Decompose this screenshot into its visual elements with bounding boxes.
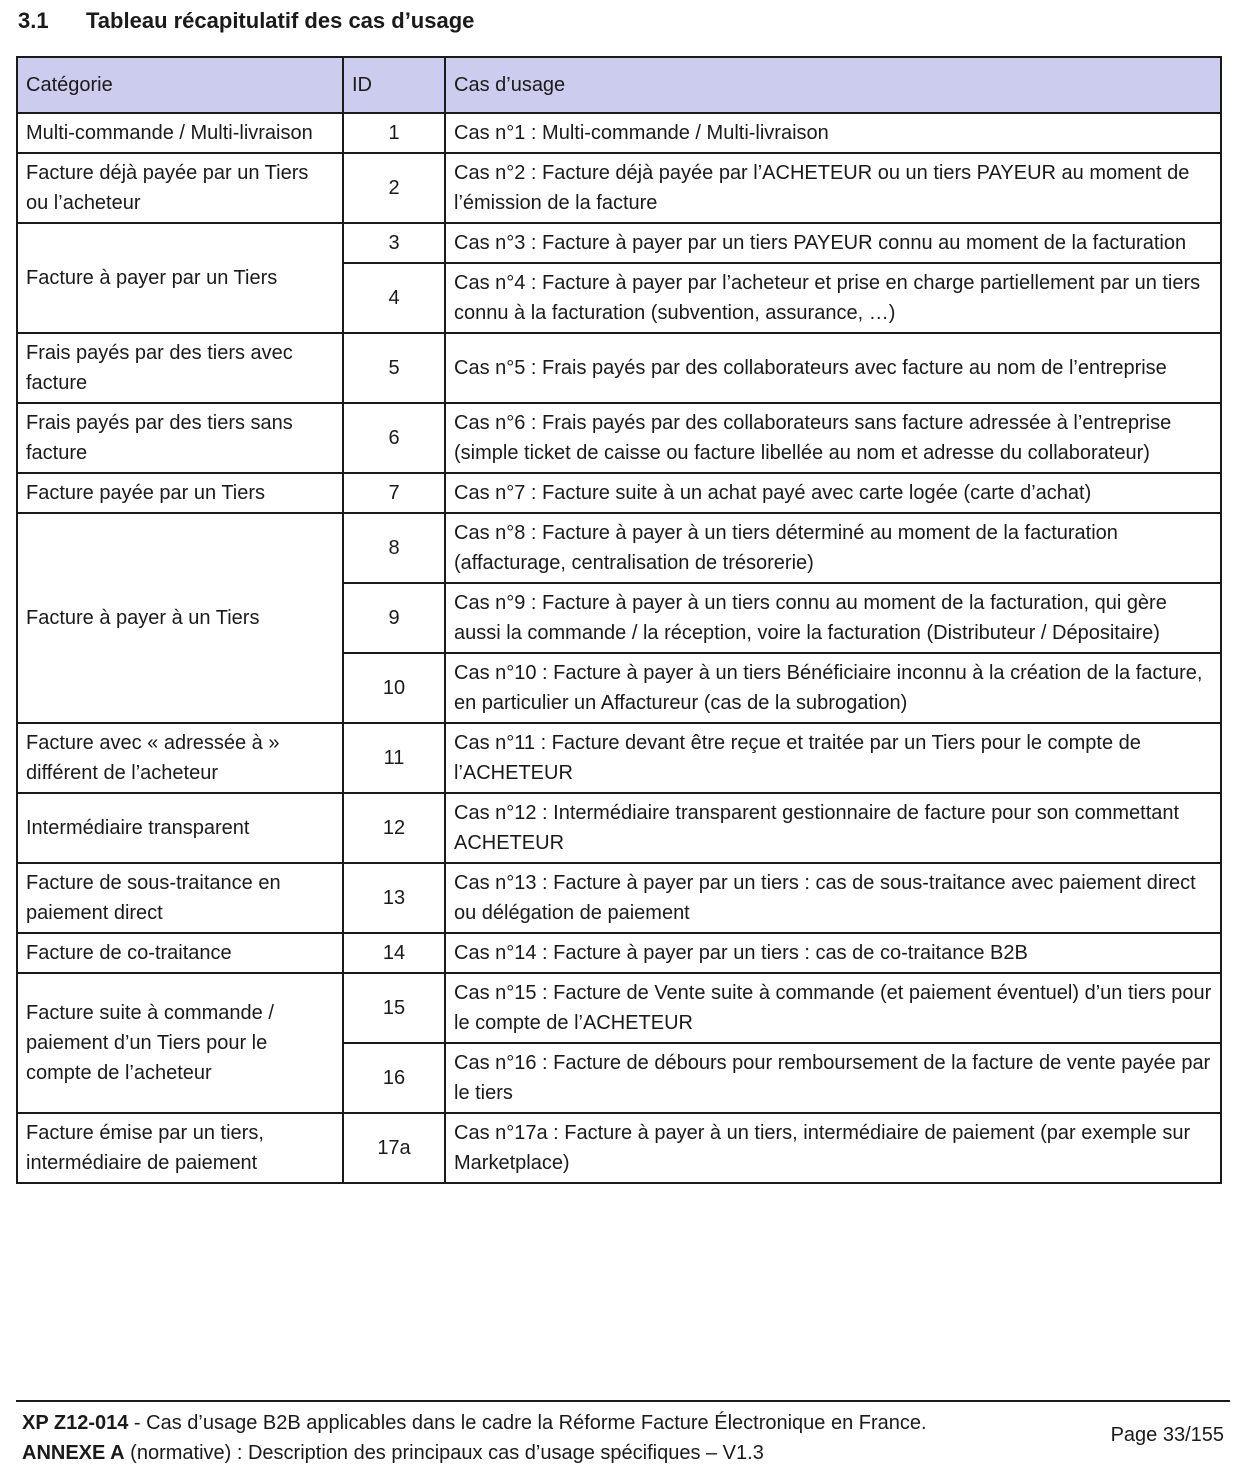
- category-cell: Facture à payer à un Tiers: [17, 513, 343, 723]
- table-row: [17, 403, 1221, 473]
- use-case-cell: Cas n°1 : Multi-commande / Multi-livraison: [445, 113, 1221, 153]
- use-case-cell: Cas n°2 : Facture déjà payée par l’ACHETEUR ou un tiers PAYEUR au moment de l’émission de la facture: [445, 153, 1221, 223]
- table-row: [17, 333, 1221, 403]
- table-row: [17, 1113, 1221, 1183]
- header-id: ID: [343, 57, 445, 113]
- use-case-cell: Cas n°9 : Facture à payer à un tiers connu au moment de la facturation, qui gère aussi la commande / la réception, voire la facturation (Distributeur / Dépositaire): [445, 583, 1221, 653]
- annex-label: ANNEXE A: [22, 1442, 125, 1464]
- category-cell: Facture de co-traitance: [17, 933, 343, 973]
- standard-ref: XP Z12-014: [22, 1412, 129, 1434]
- table-row: [17, 973, 1221, 1043]
- id-cell: 6: [343, 403, 445, 473]
- header-use-case: Cas d’usage: [445, 57, 1221, 113]
- page-number: Page 33/155: [1110, 1424, 1224, 1446]
- header-category: Catégorie: [17, 57, 343, 113]
- category-cell: Facture déjà payée par un Tiers ou l’acheteur: [17, 153, 343, 223]
- table-row: [17, 513, 1221, 583]
- category-cell: Facture avec « adressée à » différent de l’acheteur: [17, 723, 343, 793]
- use-case-table: [16, 56, 1222, 1184]
- use-case-cell: Cas n°10 : Facture à payer à un tiers Bénéficiaire inconnu à la création de la facture, en particulier un Affactureur (cas de la subrogation): [445, 653, 1221, 723]
- id-cell: 15: [343, 973, 445, 1043]
- use-case-cell: Cas n°15 : Facture de Vente suite à commande (et paiement éventuel) d’un tiers pour le compte de l’ACHETEUR: [445, 973, 1221, 1043]
- id-cell: 11: [343, 723, 445, 793]
- section-title: Tableau récapitulatif des cas d’usage: [86, 8, 475, 33]
- table-row: [17, 473, 1221, 513]
- use-case-cell: Cas n°16 : Facture de débours pour remboursement de la facture de vente payée par le tiers: [445, 1043, 1221, 1113]
- table-row: [17, 723, 1221, 793]
- use-case-cell: Cas n°11 : Facture devant être reçue et traitée par un Tiers pour le compte de l’ACHETEUR: [445, 723, 1221, 793]
- use-case-cell: Cas n°17a : Facture à payer à un tiers, intermédiaire de paiement (par exemple sur Marketplace): [445, 1113, 1221, 1183]
- id-cell: 9: [343, 583, 445, 653]
- table-row: [17, 863, 1221, 933]
- use-case-cell: Cas n°6 : Frais payés par des collaborateurs sans facture adressée à l’entreprise (simple ticket de caisse ou facture libellée au nom et adresse du collaborateur): [445, 403, 1221, 473]
- id-cell: 17a: [343, 1113, 445, 1183]
- category-cell: Frais payés par des tiers sans facture: [17, 403, 343, 473]
- footer-title: - Cas d’usage B2B applicables dans le cadre la Réforme Facture Électronique en France.: [128, 1412, 927, 1434]
- footer-line-2: [22, 1438, 927, 1468]
- category-cell: Facture émise par un tiers, intermédiaire de paiement: [17, 1113, 343, 1183]
- table-header-row: [17, 57, 1221, 113]
- use-case-cell: Cas n°14 : Facture à payer par un tiers : cas de co-traitance B2B: [445, 933, 1221, 973]
- table-row: [17, 223, 1221, 263]
- use-case-cell: Cas n°12 : Intermédiaire transparent gestionnaire de facture pour son commettant ACHETEUR: [445, 793, 1221, 863]
- id-cell: 7: [343, 473, 445, 513]
- footer-divider: [16, 1400, 1230, 1402]
- id-cell: 16: [343, 1043, 445, 1113]
- category-cell: Intermédiaire transparent: [17, 793, 343, 863]
- id-cell: 14: [343, 933, 445, 973]
- annex-description: (normative) : Description des principaux cas d’usage spécifiques – V1.3: [124, 1442, 764, 1464]
- category-cell: Multi-commande / Multi-livraison: [17, 113, 343, 153]
- use-case-cell: Cas n°4 : Facture à payer par l’acheteur et prise en charge partiellement par un tiers connu à la facturation (subvention, assurance, …): [445, 263, 1221, 333]
- id-cell: 13: [343, 863, 445, 933]
- id-cell: 4: [343, 263, 445, 333]
- table-row: [17, 793, 1221, 863]
- table-row: [17, 153, 1221, 223]
- id-cell: 3: [343, 223, 445, 263]
- use-case-cell: Cas n°5 : Frais payés par des collaborateurs avec facture au nom de l’entreprise: [445, 333, 1221, 403]
- id-cell: 2: [343, 153, 445, 223]
- table-row: [17, 933, 1221, 973]
- table-row: [17, 113, 1221, 153]
- use-case-cell: Cas n°7 : Facture suite à un achat payé avec carte logée (carte d’achat): [445, 473, 1221, 513]
- id-cell: 12: [343, 793, 445, 863]
- id-cell: 1: [343, 113, 445, 153]
- id-cell: 5: [343, 333, 445, 403]
- table-body: [17, 113, 1221, 1183]
- id-cell: 10: [343, 653, 445, 723]
- category-cell: Facture à payer par un Tiers: [17, 223, 343, 333]
- id-cell: 8: [343, 513, 445, 583]
- category-cell: Facture payée par un Tiers: [17, 473, 343, 513]
- page-footer: [22, 1408, 927, 1468]
- use-case-cell: Cas n°13 : Facture à payer par un tiers : cas de sous-traitance avec paiement direct ou délégation de paiement: [445, 863, 1221, 933]
- footer-line-1: [22, 1408, 927, 1438]
- use-case-cell: Cas n°8 : Facture à payer à un tiers déterminé au moment de la facturation (affacturage, centralisation de trésorerie): [445, 513, 1221, 583]
- section-number: 3.1: [18, 8, 49, 33]
- use-case-cell: Cas n°3 : Facture à payer par un tiers PAYEUR connu au moment de la facturation: [445, 223, 1221, 263]
- category-cell: Frais payés par des tiers avec facture: [17, 333, 343, 403]
- category-cell: Facture de sous-traitance en paiement direct: [17, 863, 343, 933]
- section-heading: [18, 8, 474, 34]
- category-cell: Facture suite à commande / paiement d’un Tiers pour le compte de l’acheteur: [17, 973, 343, 1113]
